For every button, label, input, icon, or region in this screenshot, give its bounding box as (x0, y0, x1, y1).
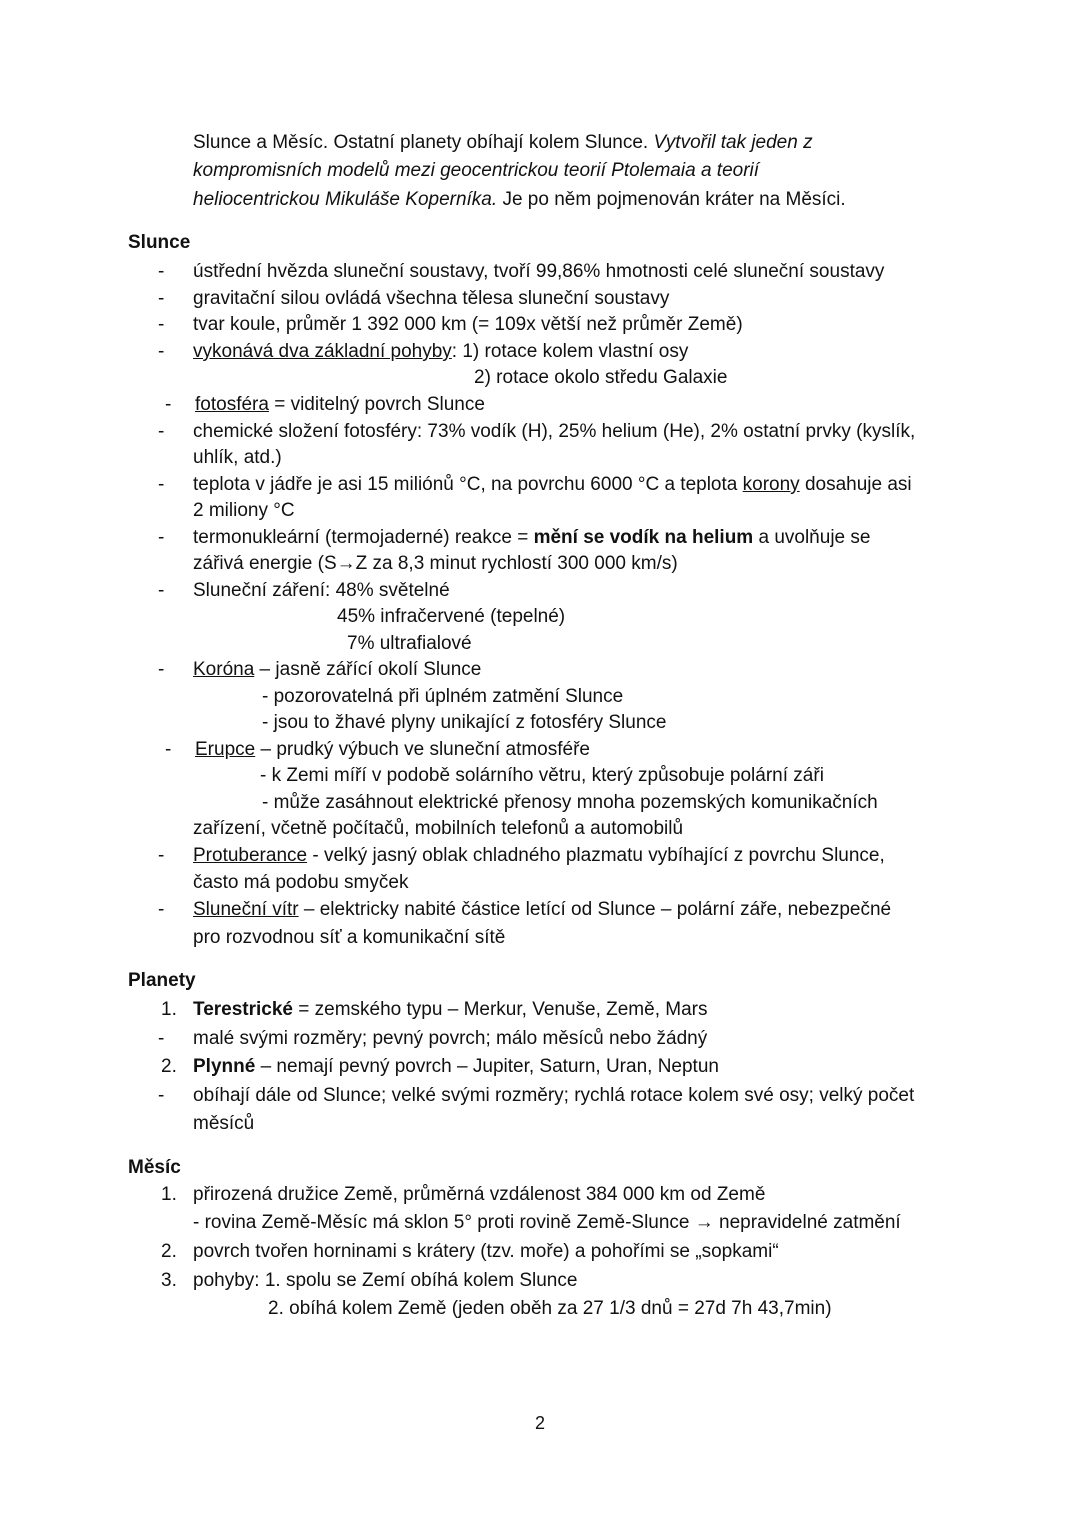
bullet-marker: - (158, 341, 165, 362)
text: – prudký výbuch ve sluneční atmosféře (255, 739, 590, 760)
list-number: 2. (161, 1241, 177, 1262)
mesic-item-1-cont: - rovina Země-Měsíc má sklon 5° proti rovině Země-Slunce → nepravidelné zatmění (193, 1212, 901, 1233)
text: - velký jasný oblak chladného plazmatu vybíhající z povrchu Slunce, (307, 845, 885, 866)
list-number: 3. (161, 1270, 177, 1291)
slunce-bullet-11-cont-3: zařízení, včetně počítačů, mobilních telefonů a automobilů (193, 818, 684, 839)
bold-text: Plynné (193, 1056, 256, 1077)
mesic-item-3-cont: 2. obíhá kolem Země (jeden oběh za 27 1/3 dnů = 27d 7h 43,7min) (268, 1298, 832, 1319)
slunce-bullet-10-cont-2: - jsou to žhavé plyny unikající z fotosféry Slunce (262, 712, 667, 733)
intro-line-2: kompromisních modelů mezi geocentrickou teorií Ptolemaia a teorií (193, 160, 760, 181)
slunce-bullet-4-cont: 2) rotace okolo středu Galaxie (474, 367, 728, 388)
slunce-bullet-7 (193, 472, 912, 498)
bullet-marker: - (158, 421, 165, 442)
slunce-bullet-11 (195, 737, 590, 763)
slunce-bullet-8-cont: zářivá energie (S→Z za 8,3 minut rychlostí 300 000 km/s) (193, 553, 678, 574)
bullet-marker: - (158, 845, 165, 866)
slunce-bullet-10-cont-1: - pozorovatelná při úplném zatmění Slunce (262, 686, 624, 707)
heading-planety: Planety (128, 970, 196, 991)
intro-text: Slunce a Měsíc. Ostatní planety obíhají kolem Slunce. (193, 132, 654, 153)
text: – jasně zářící okolí Slunce (254, 659, 482, 680)
slunce-bullet-7-cont: 2 miliony °C (193, 500, 295, 521)
slunce-bullet-13 (193, 897, 891, 923)
intro-italic: Vytvořil tak jeden z (653, 132, 813, 153)
slunce-bullet-1: ústřední hvězda sluneční soustavy, tvoří 99,86% hmotnosti celé sluneční soustavy (193, 261, 885, 282)
text: : 1) rotace kolem vlastní osy (451, 341, 689, 362)
text: dosahuje asi (799, 474, 912, 495)
intro-line-1 (193, 130, 813, 156)
bullet-marker: - (158, 527, 165, 548)
mesic-item-1: přirozená družice Země, průměrná vzdálenost 384 000 km od Země (193, 1184, 766, 1205)
heading-mesic: Měsíc (128, 1157, 181, 1178)
text: – elektricky nabité částice letící od Slunce – polární záře, nebezpečné (298, 899, 892, 920)
slunce-bullet-8 (193, 525, 870, 551)
slunce-bullet-6: chemické složení fotosféry: 73% vodík (H), 25% helium (He), 2% ostatní prvky (kyslík, (193, 421, 916, 442)
underlined-term: fotosféra (195, 394, 269, 415)
text: termonukleární (termojaderné) reakce = (193, 527, 534, 548)
slunce-bullet-4 (193, 339, 688, 365)
underlined-term: Erupce (195, 739, 256, 760)
list-number: 2. (161, 1056, 177, 1077)
bullet-marker: - (158, 1085, 165, 1106)
underlined-term: Koróna (193, 659, 255, 680)
planety-item-2 (193, 1054, 719, 1080)
text: = viditelný povrch Slunce (268, 394, 485, 415)
bullet-marker: - (158, 474, 165, 495)
slunce-bullet-12 (193, 843, 885, 869)
bullet-marker: - (158, 288, 165, 309)
mesic-item-3: pohyby: 1. spolu se Zemí obíhá kolem Slunce (193, 1270, 578, 1291)
bullet-marker: - (158, 580, 165, 601)
underlined-term: Sluneční vítr (193, 899, 299, 920)
slunce-bullet-13-cont: pro rozvodnou síť a komunikační sítě (193, 927, 506, 948)
bullet-marker: - (165, 739, 172, 760)
slunce-bullet-10 (193, 657, 481, 683)
slunce-bullet-5 (195, 392, 485, 418)
planety-item-2-desc-cont: měsíců (193, 1113, 255, 1134)
intro-line-3 (193, 187, 846, 213)
underlined-term: Protuberance (193, 845, 308, 866)
bullet-marker: - (158, 261, 165, 282)
list-number: 1. (161, 999, 177, 1020)
slunce-bullet-3: tvar koule, průměr 1 392 000 km (= 109x větší než průměr Země) (193, 314, 743, 335)
list-number: 1. (161, 1184, 177, 1205)
text: a uvolňuje se (753, 527, 871, 548)
planety-item-1 (193, 997, 707, 1023)
text: – nemají pevný povrch – Jupiter, Saturn, Uran, Neptun (255, 1056, 719, 1077)
text: teplota v jádře je asi 15 miliónů °C, na povrchu 6000 °C a teplota (193, 474, 743, 495)
mesic-item-2: povrch tvořen horninami s krátery (tzv. moře) a pohořími se „sopkami“ (193, 1241, 779, 1262)
planety-item-1-desc: malé svými rozměry; pevný povrch; málo měsíců nebo žádný (193, 1028, 708, 1049)
slunce-bullet-9-cont-2: 7% ultrafialové (347, 633, 472, 654)
bullet-marker: - (158, 659, 165, 680)
slunce-bullet-11-cont-2: - může zasáhnout elektrické přenosy mnoha pozemských komunikačních (262, 792, 878, 813)
slunce-bullet-9: Sluneční záření: 48% světelné (193, 580, 450, 601)
intro-italic: heliocentrickou Mikuláše Koperníka. (193, 189, 498, 210)
bold-text: Terestrické (193, 999, 293, 1020)
planety-item-2-desc: obíhají dále od Slunce; velké svými rozměry; rychlá rotace kolem své osy; velký počet (193, 1085, 915, 1106)
slunce-bullet-12-cont: často má podobu smyček (193, 872, 409, 893)
heading-slunce: Slunce (128, 232, 191, 253)
slunce-bullet-2: gravitační silou ovládá všechna tělesa sluneční soustavy (193, 288, 670, 309)
slunce-bullet-9-cont-1: 45% infračervené (tepelné) (337, 606, 566, 627)
bullet-marker: - (158, 314, 165, 335)
underlined-term: vykonává dva základní pohyby (193, 341, 452, 362)
bullet-marker: - (158, 899, 165, 920)
slunce-bullet-11-cont-1: - k Zemi míří v podobě solárního větru, který způsobuje polární záři (260, 765, 824, 786)
bullet-marker: - (165, 394, 172, 415)
bullet-marker: - (158, 1028, 165, 1049)
underlined-term: korony (742, 474, 800, 495)
bold-text: mění se vodík na helium (533, 527, 754, 548)
text: = zemského typu – Merkur, Venuše, Země, Mars (293, 999, 708, 1020)
slunce-bullet-6-cont: uhlík, atd.) (193, 447, 282, 468)
intro-text: Je po něm pojmenován kráter na Měsíci. (497, 189, 846, 210)
page-number: 2 (534, 1413, 545, 1433)
